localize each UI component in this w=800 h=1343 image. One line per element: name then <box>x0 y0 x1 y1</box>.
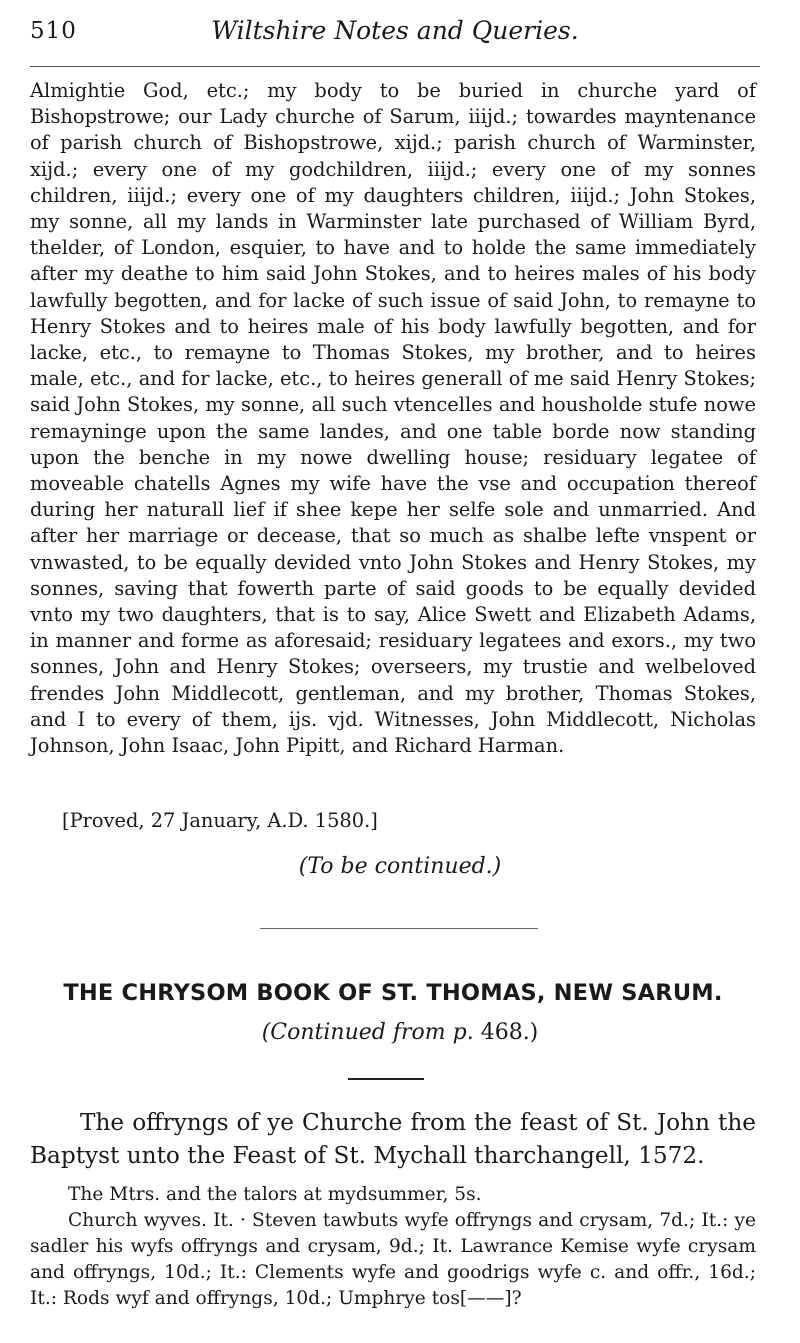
offryngs-intro <box>30 1106 756 1172</box>
will-text <box>30 78 756 759</box>
continued-page: 468.) <box>473 1020 539 1045</box>
running-title: Wiltshire Notes and Queries. <box>211 16 579 45</box>
proved-note: [Proved, 27 January, A.D. 1580.] <box>62 809 378 832</box>
section-divider <box>260 928 538 929</box>
entry-line: The Mtrs. and the talors at mydsummer, 5s. <box>68 1184 482 1205</box>
section-subtitle <box>0 1020 800 1045</box>
entry-line: Church wyves. It. · Steven tawbuts wyfe offryngs and crysam, 7d.; It.: ye sadler his wyfs offryngs and crysam, 9d.; It. Lawrance Kemise wyfe crysam and offryngs, 10d.; It.: Clements wyfe and goodrigs wyfe c. and offr., 16d.; It.: Rods wyf and offryngs, 10d.; Umphrye tos[——]? <box>30 1210 756 1309</box>
short-rule <box>348 1078 424 1080</box>
section-title: THE CHRYSOM BOOK OF ST. THOMAS, NEW SARUM. <box>63 980 723 1006</box>
offryngs-entries <box>30 1182 756 1312</box>
will-paragraph: Almightie God, etc.; my body to be buried in churche yard of Bishopstrowe; our Lady churche of Sarum, iiijd.; towardes mayntenance of parish church of Bishopstrowe, xijd.; parish church of Warminster, xijd.; every one of my godchildren, iiijd.; every one of my sonnes children, iiijd.; every one of my daughters children, iiijd.; John Stokes, my sonne, all my lands in Warminster late purchased of William Byrd, thelder, of London, esquier, to have and to holde the same immediately after my deathe to him said John Stokes, and to heires males of his body lawfully begotten, and for lacke of such issue of said John, to remayne to Henry Stokes and to heires male of his body lawfully begotten, and for lacke, etc., to remayne to Thomas Stokes, my brother, and to heires male, etc., and for lacke, etc., to heires generall of me said Henry Stokes; said John Stokes, my sonne, all such vtencelles and housholde stufe nowe remayninge upon the same landes, and one table borde now standing upon the benche in my nowe dwelling house; residuary legatee of moveable chatells Agnes my wife have the vse and occupation thereof during her naturall lief if shee kepe her selfe sole and unmarried. And after her marriage or decease, that so much as shalbe lefte vnspent or vnwasted, to be equally devided vnto John Stokes and Henry Stokes, my sonnes, saving that fowerth parte of said goods to be equally devided vnto my two daughters, that is to say, Alice Swett and Elizabeth Adams, in manner and forme as aforesaid; residuary legatees and exors., my two sonnes, John and Henry Stokes; overseers, my trustie and welbeloved frendes John Middlecott, gentleman, and my brother, Thomas Stokes, and I to every of them, ijs. vjd. Witnesses, John Middlecott, Nicholas Johnson, John Isaac, John Pipitt, and Richard Harman. <box>30 79 756 758</box>
intro-paragraph: The offryngs of ye Churche from the feast of St. John the Baptyst unto the Feast of St. Mychall tharchangell, 1572. <box>30 1109 756 1169</box>
page-number: 510 <box>30 18 77 44</box>
header-rule <box>30 66 760 67</box>
page-header <box>30 14 760 52</box>
to-be-continued: (To be continued.) <box>298 854 502 879</box>
continued-from: (Continued from p. <box>261 1020 474 1045</box>
